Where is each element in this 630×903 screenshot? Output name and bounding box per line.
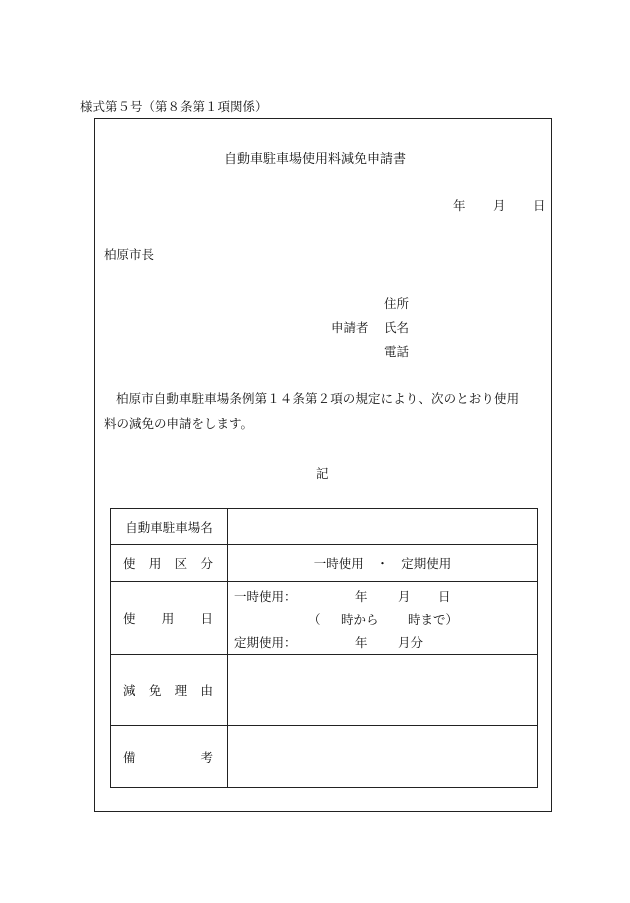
name-label: 氏名 [384, 320, 410, 335]
address-label: 住所 [384, 296, 410, 311]
date-day: 日 [533, 198, 546, 213]
temp-month: 月 [398, 589, 411, 604]
table-row-reason [111, 655, 538, 726]
parking-name-field[interactable] [228, 509, 538, 545]
form-number: 様式第５号（第８条第１項関係） [80, 99, 268, 114]
temp-year: 年 [355, 589, 368, 604]
usage-type-label: 使 用 区 分 [123, 556, 213, 571]
temp-day: 日 [438, 589, 451, 604]
usage-date-label: 使 用 日 [123, 611, 213, 626]
time-until: 時まで） [408, 612, 459, 627]
ki-heading: 記 [316, 466, 329, 481]
body-text-line1: 柏原市自動車駐車場条例第１４条第２項の規定により、次のとおり使用 [116, 391, 520, 406]
usage-type-options[interactable]: 一時使用 ・ 定期使用 [228, 545, 538, 582]
usage-date-field[interactable] [228, 582, 538, 655]
body-text-line2: 料の減免の申請をします。 [104, 416, 254, 431]
phone-label: 電話 [384, 344, 410, 359]
temporary-use-label: 一時使用： [234, 589, 297, 604]
remarks-field[interactable] [228, 726, 538, 788]
remarks-label: 備 考 [123, 749, 213, 765]
periodic-year: 年 [355, 635, 368, 650]
table-row-remarks [111, 726, 538, 788]
table-row-parking-name [111, 509, 538, 545]
reduction-reason-label: 減 免 理 由 [123, 683, 213, 698]
table-row-usage-type [111, 545, 538, 582]
open-paren: （ [308, 612, 321, 627]
applicant-label: 申請者 [331, 320, 369, 335]
document-title: 自動車駐車場使用料減免申請書 [223, 152, 406, 167]
periodic-use-label: 定期使用： [234, 635, 297, 650]
date-month: 月 [493, 198, 506, 213]
application-table [110, 508, 538, 788]
date-year: 年 [453, 198, 466, 213]
reduction-reason-field[interactable] [228, 655, 538, 726]
time-from: 時から [341, 612, 379, 627]
periodic-month: 月分 [398, 635, 424, 650]
addressee: 柏原市長 [104, 247, 155, 262]
table-row-usage-date [111, 582, 538, 655]
parking-name-label: 自動車駐車場名 [125, 519, 213, 535]
